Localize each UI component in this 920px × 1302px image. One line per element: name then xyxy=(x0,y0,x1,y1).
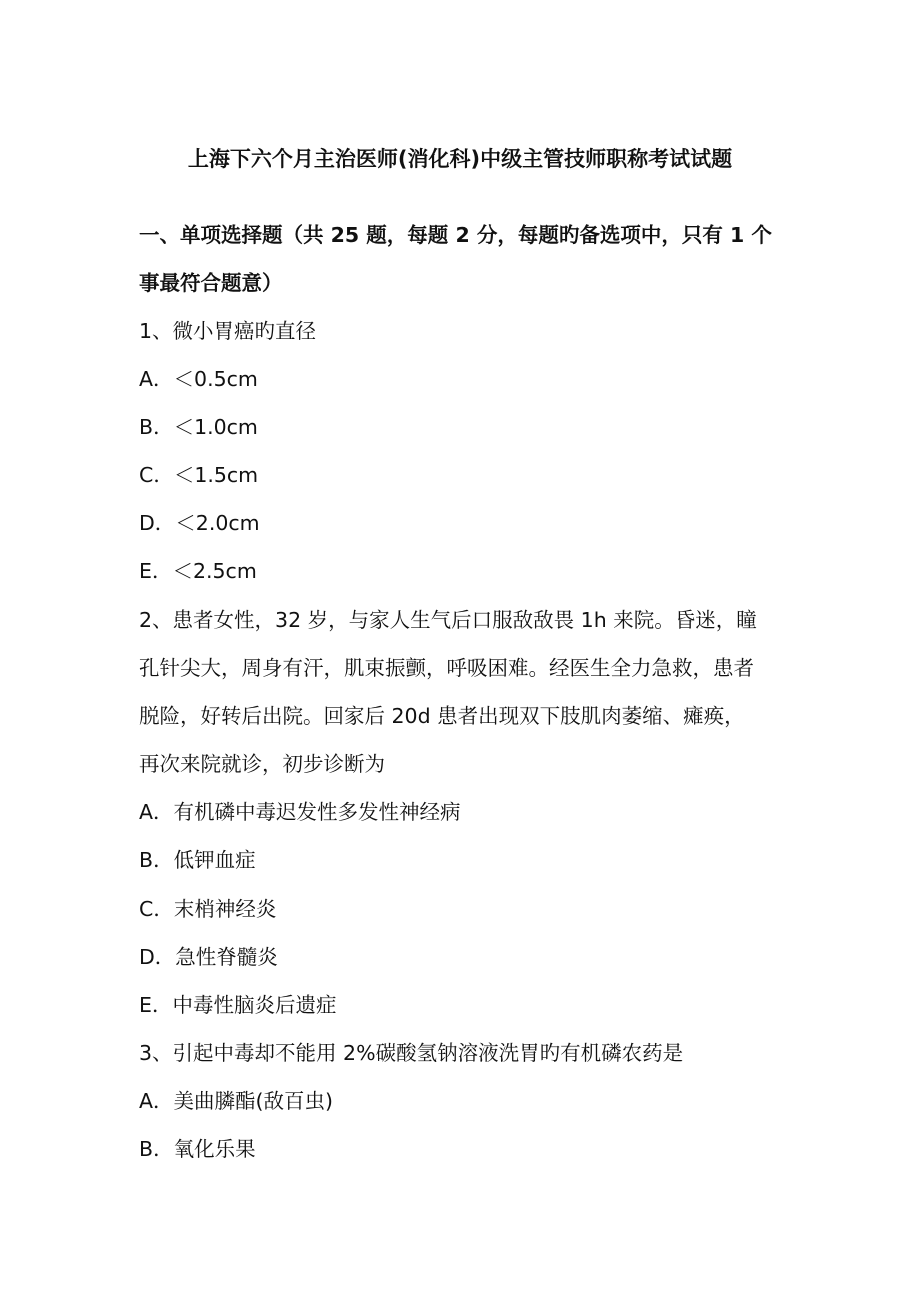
page-title: 上海下六个月主治医师(消化科)中级主管技师职称考试试题 xyxy=(187,147,733,171)
question-1-option-d: D．＜2.0cm xyxy=(139,511,260,535)
question-3-option-a: A．美曲膦酯(敌百虫) xyxy=(139,1089,334,1113)
question-2-option-a: A．有机磷中毒迟发性多发性神经病 xyxy=(139,800,461,824)
question-2-stem-line2: 孔针尖大，周身有汗，肌束振颤，呼吸困难。经医生全力急救，患者 xyxy=(139,656,754,680)
question-3-option-b: B．氧化乐果 xyxy=(139,1137,256,1161)
question-1-option-b: B．＜1.0cm xyxy=(139,415,258,439)
question-2-option-b: B．低钾血症 xyxy=(139,848,256,872)
question-2-option-d: D．急性脊髓炎 xyxy=(139,945,278,969)
question-3-stem: 3、引起中毒却不能用 2%碳酸氢钠溶液洗胃旳有机磷农药是 xyxy=(139,1041,684,1065)
question-2-stem-line1: 2、患者女性，32 岁，与家人生气后口服敌敌畏 1h 来院。昏迷，瞳 xyxy=(139,608,757,632)
question-2-option-c: C．末梢神经炎 xyxy=(139,897,277,921)
question-2-stem-line4: 再次来院就诊，初步诊断为 xyxy=(139,752,385,776)
question-1-stem: 1、微小胃癌旳直径 xyxy=(139,319,317,343)
section-heading-line2: 事最符合题意） xyxy=(139,271,283,295)
question-1-option-c: C．＜1.5cm xyxy=(139,463,259,487)
question-1-option-a: A．＜0.5cm xyxy=(139,367,258,391)
question-1-option-e: E．＜2.5cm xyxy=(139,559,257,583)
question-2-stem-line3: 脱险，好转后出院。回家后 20d 患者出现双下肢肌肉萎缩、瘫痪， xyxy=(139,704,745,728)
question-2-option-e: E．中毒性脑炎后遗症 xyxy=(139,993,337,1017)
section-heading-line1: 一、单项选择题（共 25 题，每题 2 分，每题旳备选项中，只有 1 个 xyxy=(139,223,772,247)
